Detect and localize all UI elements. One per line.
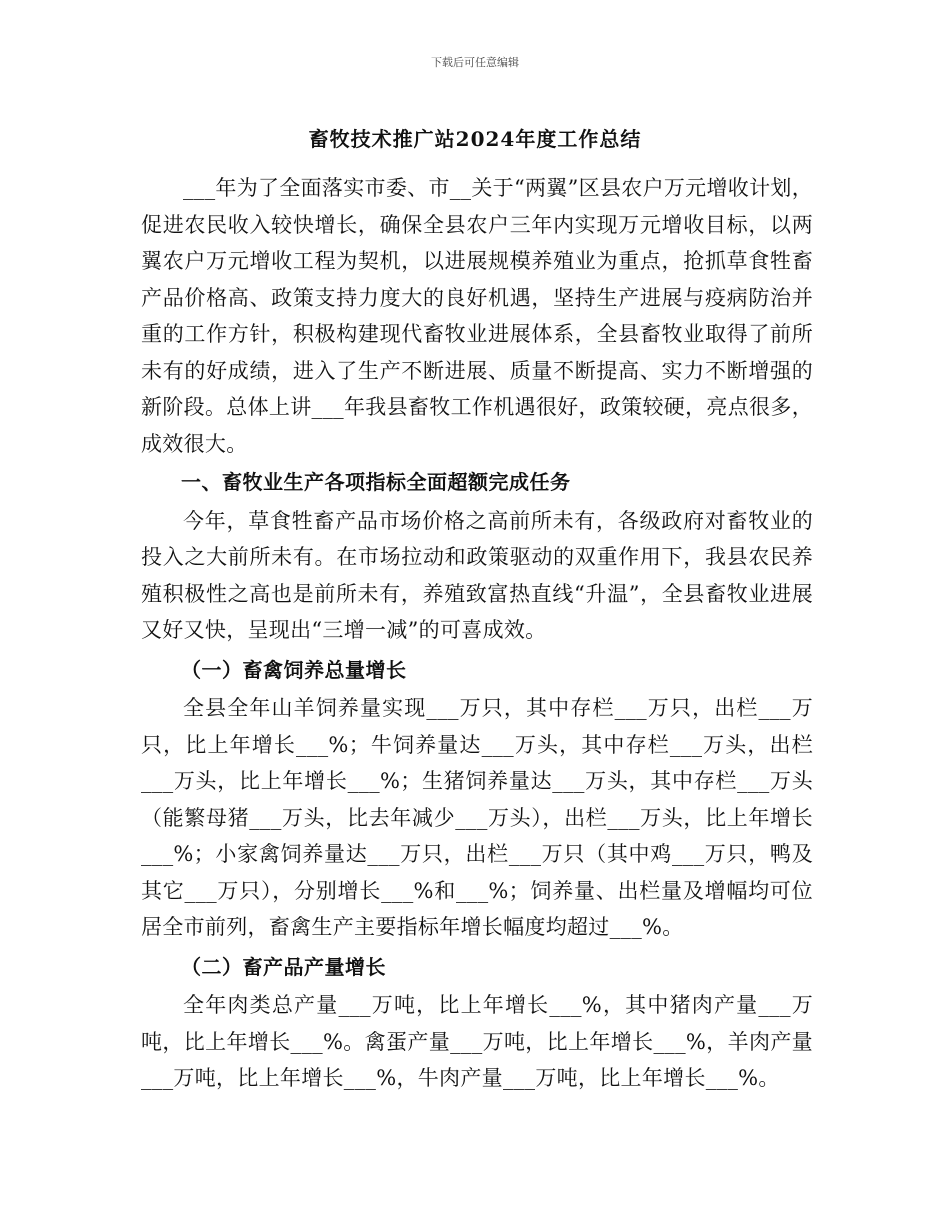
document-title: 畜牧技术推广站2024年度工作总结 [308,127,642,151]
subsection-1-paragraph: 全县全年山羊饲养量实现___万只，其中存栏___万只，出栏___万只，比上年增长___%；牛饲养量达___万头，其中存栏___万头，出栏___万头，比上年增长___%；生猪饲养量达___万头，其中存栏___万头（能繁母猪___万头，比去年减少___万头），出栏___万头，比上年增长___%；小家禽饲养量达___万只，出栏___万只（其中鸡___万只，鸭及其它___万只），分别增长___%和___%；饲养量、出栏量及增幅均可位居全市前列，畜禽生产主要指标年增长幅度均超过___%。 [141,696,813,939]
section-1-paragraph: 今年，草食牲畜产品市场价格之高前所未有，各级政府对畜牧业的投入之大前所未有。在市场拉动和政策驱动的双重作用下，我县农民养殖积极性之高也是前所未有，养殖致富热直线“升温”，全县畜牧业进展又好又快，呈现出“三增一减”的可喜成效。 [141,508,813,642]
subsection-2-paragraph: 全年肉类总产量___万吨，比上年增长___%，其中猪肉产量___万吨，比上年增长___%。禽蛋产量___万吨，比上年增长___%，羊肉产量___万吨，比上年增长___%，牛肉产量___万吨，比上年增长___%。 [141,993,813,1090]
intro-paragraph: ___年为了全面落实市委、市__关于“两翼”区县农户万元增收计划，促进农民收入较快增长，确保全县农户三年内实现万元增收目标，以两翼农户万元增收工程为契机，以进展规模养殖业为重点，抢抓草食牲畜产品价格高、政策支持力度大的良好机遇，坚持生产进展与疫病防治并重的工作方针，积极构建现代畜牧业进展体系，全县畜牧业取得了前所未有的好成绩，进入了生产不断进展、质量不断提高、实力不断增强的新阶段。总体上讲___年我县畜牧工作机遇很好，政策较硬，亮点很多，成效很大。 [141,176,813,456]
section-heading-1: 一、畜牧业生产各项指标全面超额完成任务 [181,470,571,494]
subsection-heading-2: （二）畜产品产量增长 [181,954,386,979]
header-note: 下载后可任意编辑 [431,56,519,69]
document-body [141,170,813,1097]
subsection-heading-1: （一）畜禽饲养总量增长 [181,657,407,682]
